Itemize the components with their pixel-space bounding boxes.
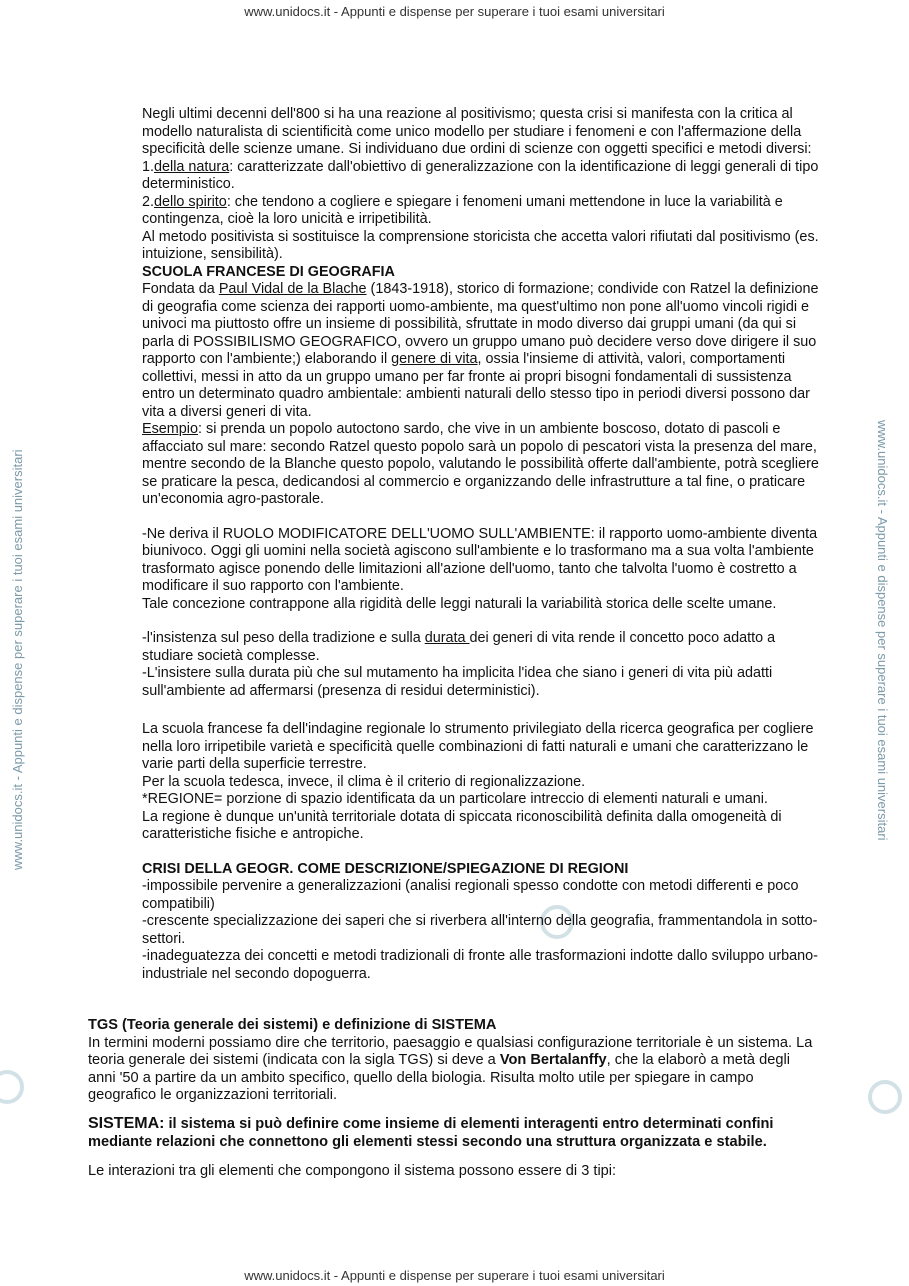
author-name: Paul Vidal de la Blache (218, 281, 367, 297)
document-body (142, 106, 822, 983)
ruolo-paragraph: -Ne deriva il RUOLO MODIFICATORE DELL'UOMO SULL'AMBIENTE: il rapporto uomo-ambiente diventa biunivoco. Oggi gli uomini nella società agiscono sull'ambiente e lo trasformano ma a sua volta l'ambiente trasformato agisce ponendo delle limitazioni all'azione dell'uomo, tanto che talvolta l'uomo è costretto a modificare il suo rapporto con l'ambiente. (142, 525, 818, 594)
watermark-logo-icon (868, 1080, 902, 1114)
crisi-item-c: -inadeguatezza dei concetti e metodi tradizionali di fronte alle trasformazioni indotte dallo sviluppo urbano-industriale nel secondo dopoguerra. (142, 948, 818, 982)
tgs-paragraph: In termini moderni possiamo dire che territorio, paesaggio e qualsiasi configurazione territoriale è un sistema. La teoria generale dei sistemi (indicata con la sigla TGS) si deve a Von Bertalanffy, che la elaborò a metà degli anni '50 a partire da un ambito specifico, quello della biologia. Risulta molto utile per spiegare in campo geografico le organizzazioni territoriali. (88, 1034, 813, 1103)
crisi-item-a: -impossibile pervenire a generalizzazioni (analisi regionali spesso condotte con metodi differenti e poco compatibili) (142, 878, 799, 912)
regione-paragraph-a: La scuola francese fa dell'indagine regionale lo strumento privilegiato della ricerca geografica per cogliere nella loro irripetibile varietà e specificità quelle combinazioni di fatti naturali e umani che caratterizzano le varie parti della superficie terrestre. (142, 721, 814, 772)
list-item-natura: 1.della natura: caratterizzate dall'obiettivo di generalizzazione con la identificazione di leggi generali di tipo deterministico. (142, 158, 819, 192)
section-heading-crisi: CRISI DELLA GEOGR. COME DESCRIZIONE/SPIEGAZIONE DI REGIONI (142, 860, 629, 877)
section-heading-tgs: TGS (Teoria generale dei sistemi) e definizione di SISTEMA (88, 1017, 497, 1033)
regione-paragraph-d: La regione è dunque un'unità territoriale dotata di spiccata riconoscibilità definita dalla omogeneità di caratteristiche fisiche e antropiche. (142, 808, 782, 842)
crisi-item-b: -crescente specializzazione dei saperi che si riverbera all'interno della geografia, frammentandola in sotto-settori. (142, 913, 818, 947)
term-natura: della natura (154, 158, 230, 175)
sistema-definition: SISTEMA: il sistema si può definire come insieme di elementi interagenti entro determinati confini mediante relazioni che connettono gli elementi stessi secondo una struttura organizzata e stabile. (88, 1114, 774, 1150)
regione-paragraph-c: *REGIONE= porzione di spazio identificata da un particolare intreccio di elementi naturali e umani. (142, 791, 768, 807)
page-header-watermark: www.unidocs.it - Appunti e dispense per superare i tuoi esami universitari (244, 4, 665, 19)
esempio-paragraph: Esempio: si prenda un popolo autoctono sardo, che vive in un ambiente boscoso, dotato di pascoli e affacciato sul mare: secondo Ratzel questo popolo sarà un popolo di pescatori vista la presenza del mare, mentre secondo de la Blanche questo popolo, valutando le possibilità offerte dall'ambiente, potrà scegliere se praticare la pesca, dedicandosi al commercio e organizzando delle infrastrutture a tal fine, o praticare un'economia agro-pastorale. (142, 421, 819, 507)
side-watermark-right: www.unidocs.it - Appunti e dispense per superare i tuoi esami universitari (875, 420, 890, 841)
watermark-logo-icon (0, 1070, 24, 1104)
regione-paragraph-b: Per la scuola tedesca, invece, il clima è il criterio di regionalizzazione. (142, 773, 586, 790)
insistenza-paragraph: -l'insistenza sul peso della tradizione e sulla durata dei generi di vita rende il concetto poco adatto a studiare società complesse. (142, 630, 776, 664)
intro-paragraph: Negli ultimi decenni dell'800 si ha una reazione al positivismo; questa crisi si manifesta con la critica al modello naturalista di scientificità come unico modello per studiare i fenomeni e con l'affermazione della specificità delle scienze umane. Si individuano due ordini di scienze con oggetti specifici e metodi diversi: (142, 106, 812, 157)
term-spirito: dello spirito (154, 193, 227, 210)
interazioni-paragraph: Le interazioni tra gli elementi che compongono il sistema possono essere di 3 tipi: (88, 1162, 617, 1179)
term-genere-di-vita: genere di vita (391, 351, 478, 367)
metodo-paragraph: Al metodo positivista si sostituisce la comprensione storicista che accetta valori rifiutati dal positivismo (es. intuizione, sensibilità). (142, 228, 819, 262)
section-heading-scuola: SCUOLA FRANCESE DI GEOGRAFIA (142, 263, 395, 280)
list-item-spirito: 2.dello spirito: che tendono a cogliere e spiegare i fenomeni umani mettendone in luce la variabilità e contingenza, cioè la loro unicità e irripetibilità. (142, 193, 783, 227)
esempio-label: Esempio (142, 421, 198, 437)
scuola-paragraph: Fondata da Paul Vidal de la Blache (1843-1918), storico di formazione; condivide con Ratzel la definizione di geografia come scienza dei rapporti uomo-ambiente, ma quest'ultimo non pone all'uomo vincoli rigidi e univoci ma piuttosto offre un insieme di possibilità, sfruttate in modo diverso dai gruppi umani (da qui si parla di POSSIBILISMO GEOGRAFICO, ovvero un gruppo umano può decidere verso dove dirigere il suo rapporto con l'ambiente;) elaborando il genere di vita, ossia l'insieme di attività, valori, comportamenti collettivi, messi in atto da un gruppo umano per far fronte ai propri bisogni fondamentali di sussistenza entro un determinato quadro ambientale: ambienti naturali dello stesso tipo in periodi diversi possono dar vita a diversi generi di vita. (142, 281, 819, 420)
tgs-section (88, 1017, 818, 1180)
sistema-label: SISTEMA: (88, 1114, 165, 1132)
tale-paragraph: Tale concezione contrappone alla rigidità delle leggi naturali la variabilità storica delle scelte umane. (142, 595, 777, 612)
page-footer-watermark: www.unidocs.it - Appunti e dispense per superare i tuoi esami universitari (244, 1268, 665, 1283)
insistere-paragraph: -L'insistere sulla durata più che sul mutamento ha implicita l'idea che siano i generi di vita più adatti sull'ambiente ad affermarsi (presenza di residui deterministici). (142, 665, 773, 699)
side-watermark-left: www.unidocs.it - Appunti e dispense per superare i tuoi esami universitari (10, 449, 25, 870)
term-durata: durata (424, 630, 470, 646)
author-bertalanffy: Von Bertalanffy (499, 1052, 607, 1068)
